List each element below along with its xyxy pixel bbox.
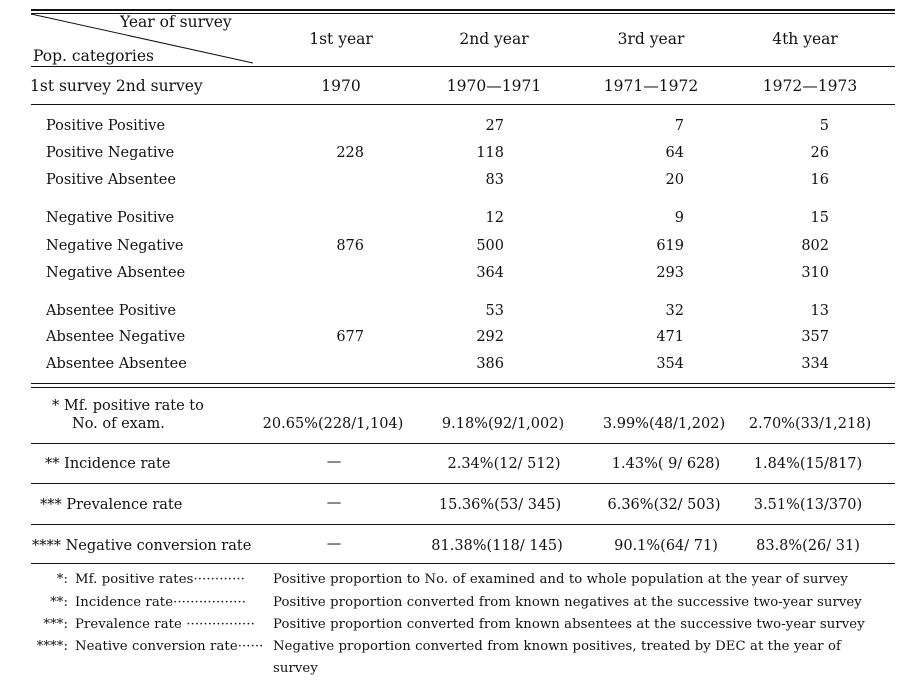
rate-incidence-year1: — (326, 454, 342, 470)
count-row-label: Positive Negative (46, 145, 175, 161)
count-cell-year1: 876 (336, 238, 364, 254)
rate-incidence-year2: 2.34%(12/ 512) (447, 456, 561, 472)
corner-label-categories: Pop. categories (33, 47, 154, 65)
counts-bottom-rule-inner (31, 387, 895, 388)
count-cell-year3: 9 (674, 210, 684, 226)
rate-negconv-year4: 83.8%(26/ 31) (756, 538, 860, 554)
rate-prevalence-year3: 6.36%(32/ 503) (607, 497, 721, 513)
count-cell-year2: 83 (485, 172, 504, 188)
col-header-year3: 3rd year (617, 30, 685, 48)
note-term-3: Prevalence rate ················ (75, 617, 255, 632)
count-cell-year4: 26 (810, 145, 829, 161)
count-cell-year3: 619 (656, 238, 684, 254)
rate-divider-1 (31, 443, 895, 444)
count-cell-year2: 364 (476, 265, 504, 281)
rate-incidence-year4: 1.84%(15/817) (753, 456, 863, 472)
note-text-4: Negative proportion converted from known positives, treated by DEC at the year of (273, 639, 841, 654)
count-row-label: Negative Positive (46, 210, 175, 226)
count-cell-year2: 53 (485, 303, 504, 319)
count-cell-year4: 5 (819, 118, 829, 134)
period-year4: 1972—1973 (762, 77, 858, 95)
count-cell-year3: 64 (665, 145, 684, 161)
period-year2: 1970—1971 (446, 77, 542, 95)
count-cell-year4: 334 (801, 356, 829, 372)
note-text-4-cont: survey (273, 661, 318, 676)
count-cell-year3: 32 (665, 303, 684, 319)
rate-mf-year2: 9.18%(92/1,002) (441, 416, 565, 432)
count-cell-year1: 228 (336, 145, 364, 161)
period-year1: 1970 (321, 77, 361, 95)
counts-bottom-rule (31, 383, 895, 384)
count-cell-year4: 16 (810, 172, 829, 188)
count-cell-year3: 471 (656, 329, 684, 345)
rate-label-mf-line1: * Mf. positive rate to (52, 398, 204, 414)
note-text-3: Positive proportion converted from known absentees at the successive two-year survey (273, 617, 865, 632)
count-row-label: Absentee Negative (46, 329, 186, 345)
rate-mf-year4: 2.70%(33/1,218) (748, 416, 872, 432)
count-cell-year4: 13 (810, 303, 829, 319)
count-row-label: Absentee Positive (46, 303, 176, 319)
count-cell-year4: 357 (801, 329, 829, 345)
rate-incidence-year3: 1.43%( 9/ 628) (611, 456, 721, 472)
subheader-bottom-rule (31, 104, 895, 105)
table-bottom-rule (31, 563, 895, 564)
col-header-year2: 2nd year (459, 30, 529, 48)
rate-negconv-year3: 90.1%(64/ 71) (614, 538, 718, 554)
rate-prevalence-year2: 15.36%(53/ 345) (438, 497, 562, 513)
count-cell-year2: 27 (485, 118, 504, 134)
count-cell-year4: 310 (801, 265, 829, 281)
count-cell-year2: 12 (485, 210, 504, 226)
count-cell-year4: 802 (801, 238, 829, 254)
rate-label-prevalence: *** Prevalence rate (40, 497, 183, 513)
count-cell-year2: 500 (476, 238, 504, 254)
count-cell-year3: 20 (665, 172, 684, 188)
note-term-4: Neative conversion rate······ (75, 639, 264, 654)
note-marker-2: **: (50, 595, 68, 610)
count-cell-year3: 293 (656, 265, 684, 281)
note-marker-3: ***: (43, 617, 68, 632)
count-cell-year2: 118 (476, 145, 504, 161)
rate-label-negative-conversion: **** Negative conversion rate (32, 538, 252, 554)
rate-negconv-year2: 81.38%(118/ 145) (431, 538, 563, 554)
note-text-1: Positive proportion to No. of examined and to whole population at the year of survey (273, 572, 848, 587)
count-row-label: Positive Positive (46, 118, 166, 134)
table-top-rule (31, 9, 895, 11)
rate-divider-2 (31, 483, 895, 484)
note-term-2: Incidence rate················· (75, 595, 247, 610)
col-header-year1: 1st year (309, 30, 373, 48)
rate-label-incidence: ** Incidence rate (45, 456, 171, 472)
count-row-label: Negative Negative (46, 238, 184, 254)
rate-negconv-year1: — (326, 536, 342, 552)
note-text-2: Positive proportion converted from known negatives at the successive two-year survey (273, 595, 862, 610)
rate-prevalence-year4: 3.51%(13/370) (753, 497, 863, 513)
note-term-1: Mf. positive rates············ (75, 572, 245, 587)
rate-divider-3 (31, 524, 895, 525)
col-header-year4: 4th year (772, 30, 838, 48)
count-cell-year4: 15 (810, 210, 829, 226)
count-cell-year2: 292 (476, 329, 504, 345)
note-marker-1: *: (56, 572, 68, 587)
rate-mf-year1: 20.65%(228/1,104) (262, 416, 404, 432)
note-marker-4: ****: (36, 639, 68, 654)
subheader-label: 1st survey 2nd survey (30, 77, 203, 95)
count-cell-year2: 386 (476, 356, 504, 372)
count-cell-year3: 7 (674, 118, 684, 134)
period-year3: 1971—1972 (603, 77, 699, 95)
count-cell-year1: 677 (336, 329, 364, 345)
corner-label-year: Year of survey (120, 13, 232, 31)
rate-prevalence-year1: — (326, 495, 342, 511)
count-row-label: Negative Absentee (46, 265, 186, 281)
rate-mf-year3: 3.99%(48/1,202) (602, 416, 726, 432)
count-row-label: Absentee Absentee (46, 356, 187, 372)
count-row-label: Positive Absentee (46, 172, 176, 188)
count-cell-year3: 354 (656, 356, 684, 372)
rate-label-mf-line2: No. of exam. (72, 416, 165, 432)
